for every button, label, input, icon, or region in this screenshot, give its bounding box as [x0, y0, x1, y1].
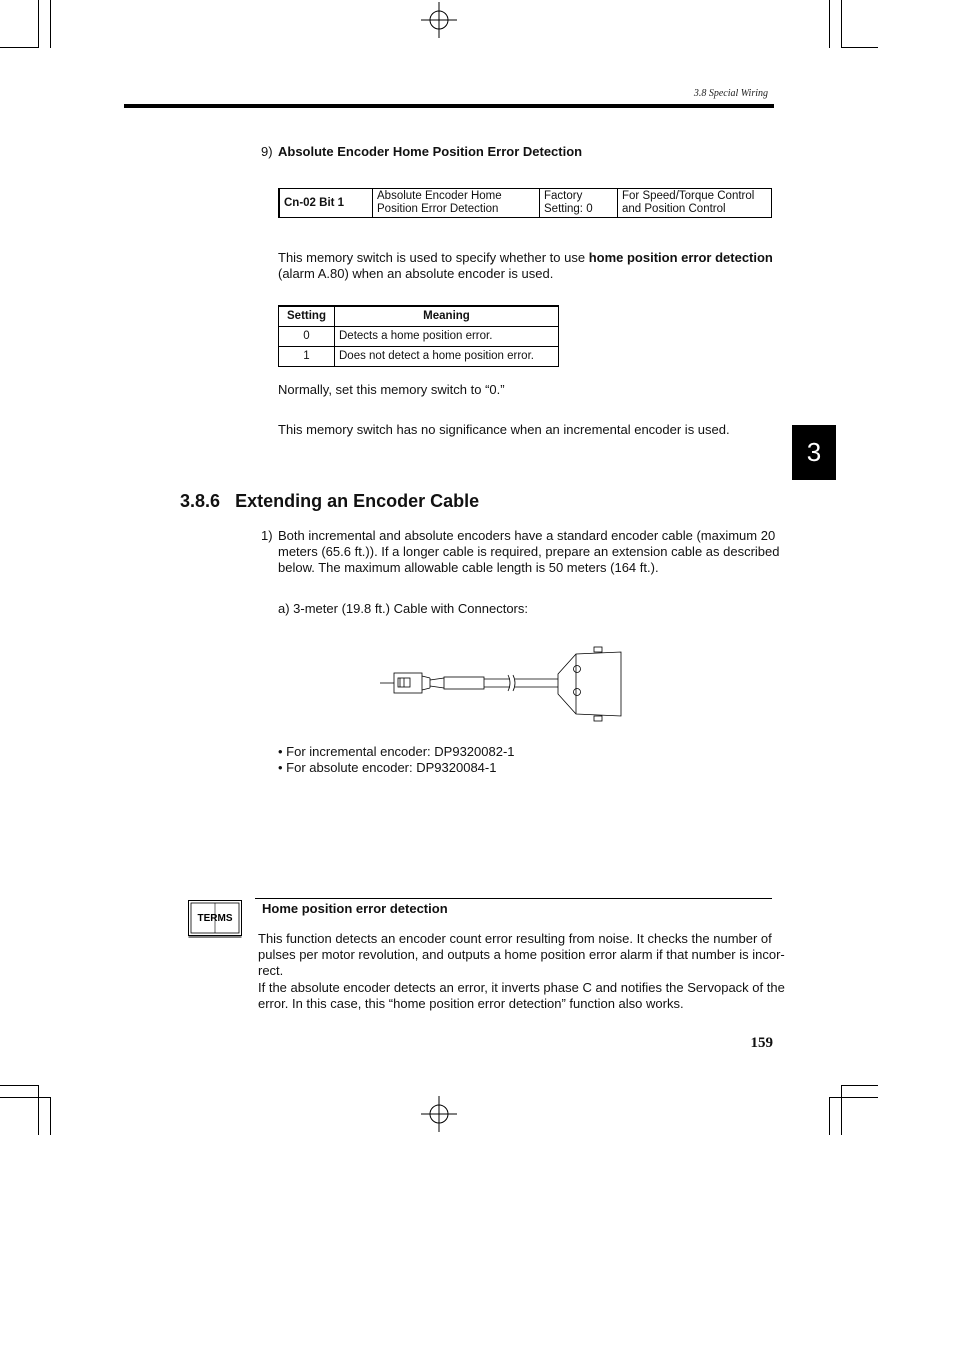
terms-heading: Home position error detection	[262, 901, 448, 916]
terms-line: rect.	[258, 963, 284, 978]
mode-cell	[618, 189, 772, 218]
terms-book-icon	[187, 899, 243, 939]
name-cell	[373, 189, 540, 218]
table-row	[279, 347, 559, 367]
terms-rule	[255, 898, 772, 899]
mode-line: For Speed/Torque Control	[622, 190, 755, 202]
section-title: Extending an Encoder Cable	[235, 491, 480, 511]
setting-meaning: Detects a home position error.	[335, 327, 559, 347]
description-lead: This memory switch is used to specify whether to use	[278, 250, 589, 265]
description-emphasis: home position error detection	[588, 250, 773, 265]
incremental-note: This memory switch has no significance when an incremental encoder is used.	[278, 422, 730, 437]
header-rule	[124, 104, 774, 108]
terms-line: This function detects an encoder count error resulting from noise. It checks the number of	[258, 931, 772, 946]
column-header: Meaning	[335, 306, 559, 327]
item-number: 9)	[261, 144, 273, 159]
page-number: 159	[750, 1035, 773, 1051]
item-number: 1)	[261, 528, 273, 543]
mode-line: and Position Control	[622, 203, 726, 215]
part-number-item: • For incremental encoder: DP9320082-1	[278, 744, 515, 759]
settings-table	[278, 305, 559, 367]
item-line: below. The maximum allowable cable length is 50 meters (164 ft.).	[278, 560, 659, 575]
param-cell: Cn-02 Bit 1	[279, 189, 373, 218]
table-row	[279, 327, 559, 347]
name-line: Absolute Encoder Home	[377, 190, 502, 202]
column-header: Setting	[279, 306, 335, 327]
running-header: 3.8 Special Wiring	[693, 88, 768, 99]
normal-setting-note: Normally, set this memory switch to “0.”	[278, 382, 505, 397]
factory-cell	[540, 189, 618, 218]
chapter-tab: 3	[792, 425, 836, 480]
terms-label: TERMS	[197, 913, 233, 924]
description-paragraph	[278, 250, 778, 266]
factory-line: Factory	[544, 190, 583, 202]
item-line: meters (65.6 ft.)). If a longer cable is required, prepare an extension cable as described	[278, 544, 780, 559]
table-header-row	[279, 306, 559, 327]
registration-mark-bottom	[418, 1094, 460, 1134]
setting-value: 0	[279, 327, 335, 347]
name-line: Position Error Detection	[377, 203, 499, 215]
part-number-item: • For absolute encoder: DP9320084-1	[278, 760, 497, 775]
item-title: Absolute Encoder Home Position Error Detection	[278, 144, 583, 159]
subitem-label: a) 3-meter (19.8 ft.) Cable with Connectors:	[278, 601, 528, 616]
terms-line: pulses per motor revolution, and outputs a home position error alarm if that number is incor-	[258, 947, 785, 962]
parameter-info-table	[278, 188, 772, 218]
registration-mark-top	[418, 0, 460, 40]
setting-meaning: Does not detect a home position error.	[335, 347, 559, 367]
description-tail: (alarm A.80) when an absolute encoder is used.	[278, 266, 554, 281]
table-row	[279, 189, 772, 218]
item-line: Both incremental and absolute encoders have a standard encoder cable (maximum 20	[278, 528, 776, 543]
setting-value: 1	[279, 347, 335, 367]
section-number: 3.8.6	[180, 491, 221, 511]
terms-line: If the absolute encoder detects an error, it inverts phase C and notifies the Servopack of the	[258, 980, 785, 995]
encoder-cable-illustration	[376, 640, 628, 722]
section-heading	[180, 491, 479, 512]
terms-line: error. In this case, this “home position error detection” function also works.	[258, 996, 684, 1011]
factory-line: Setting: 0	[544, 203, 593, 215]
